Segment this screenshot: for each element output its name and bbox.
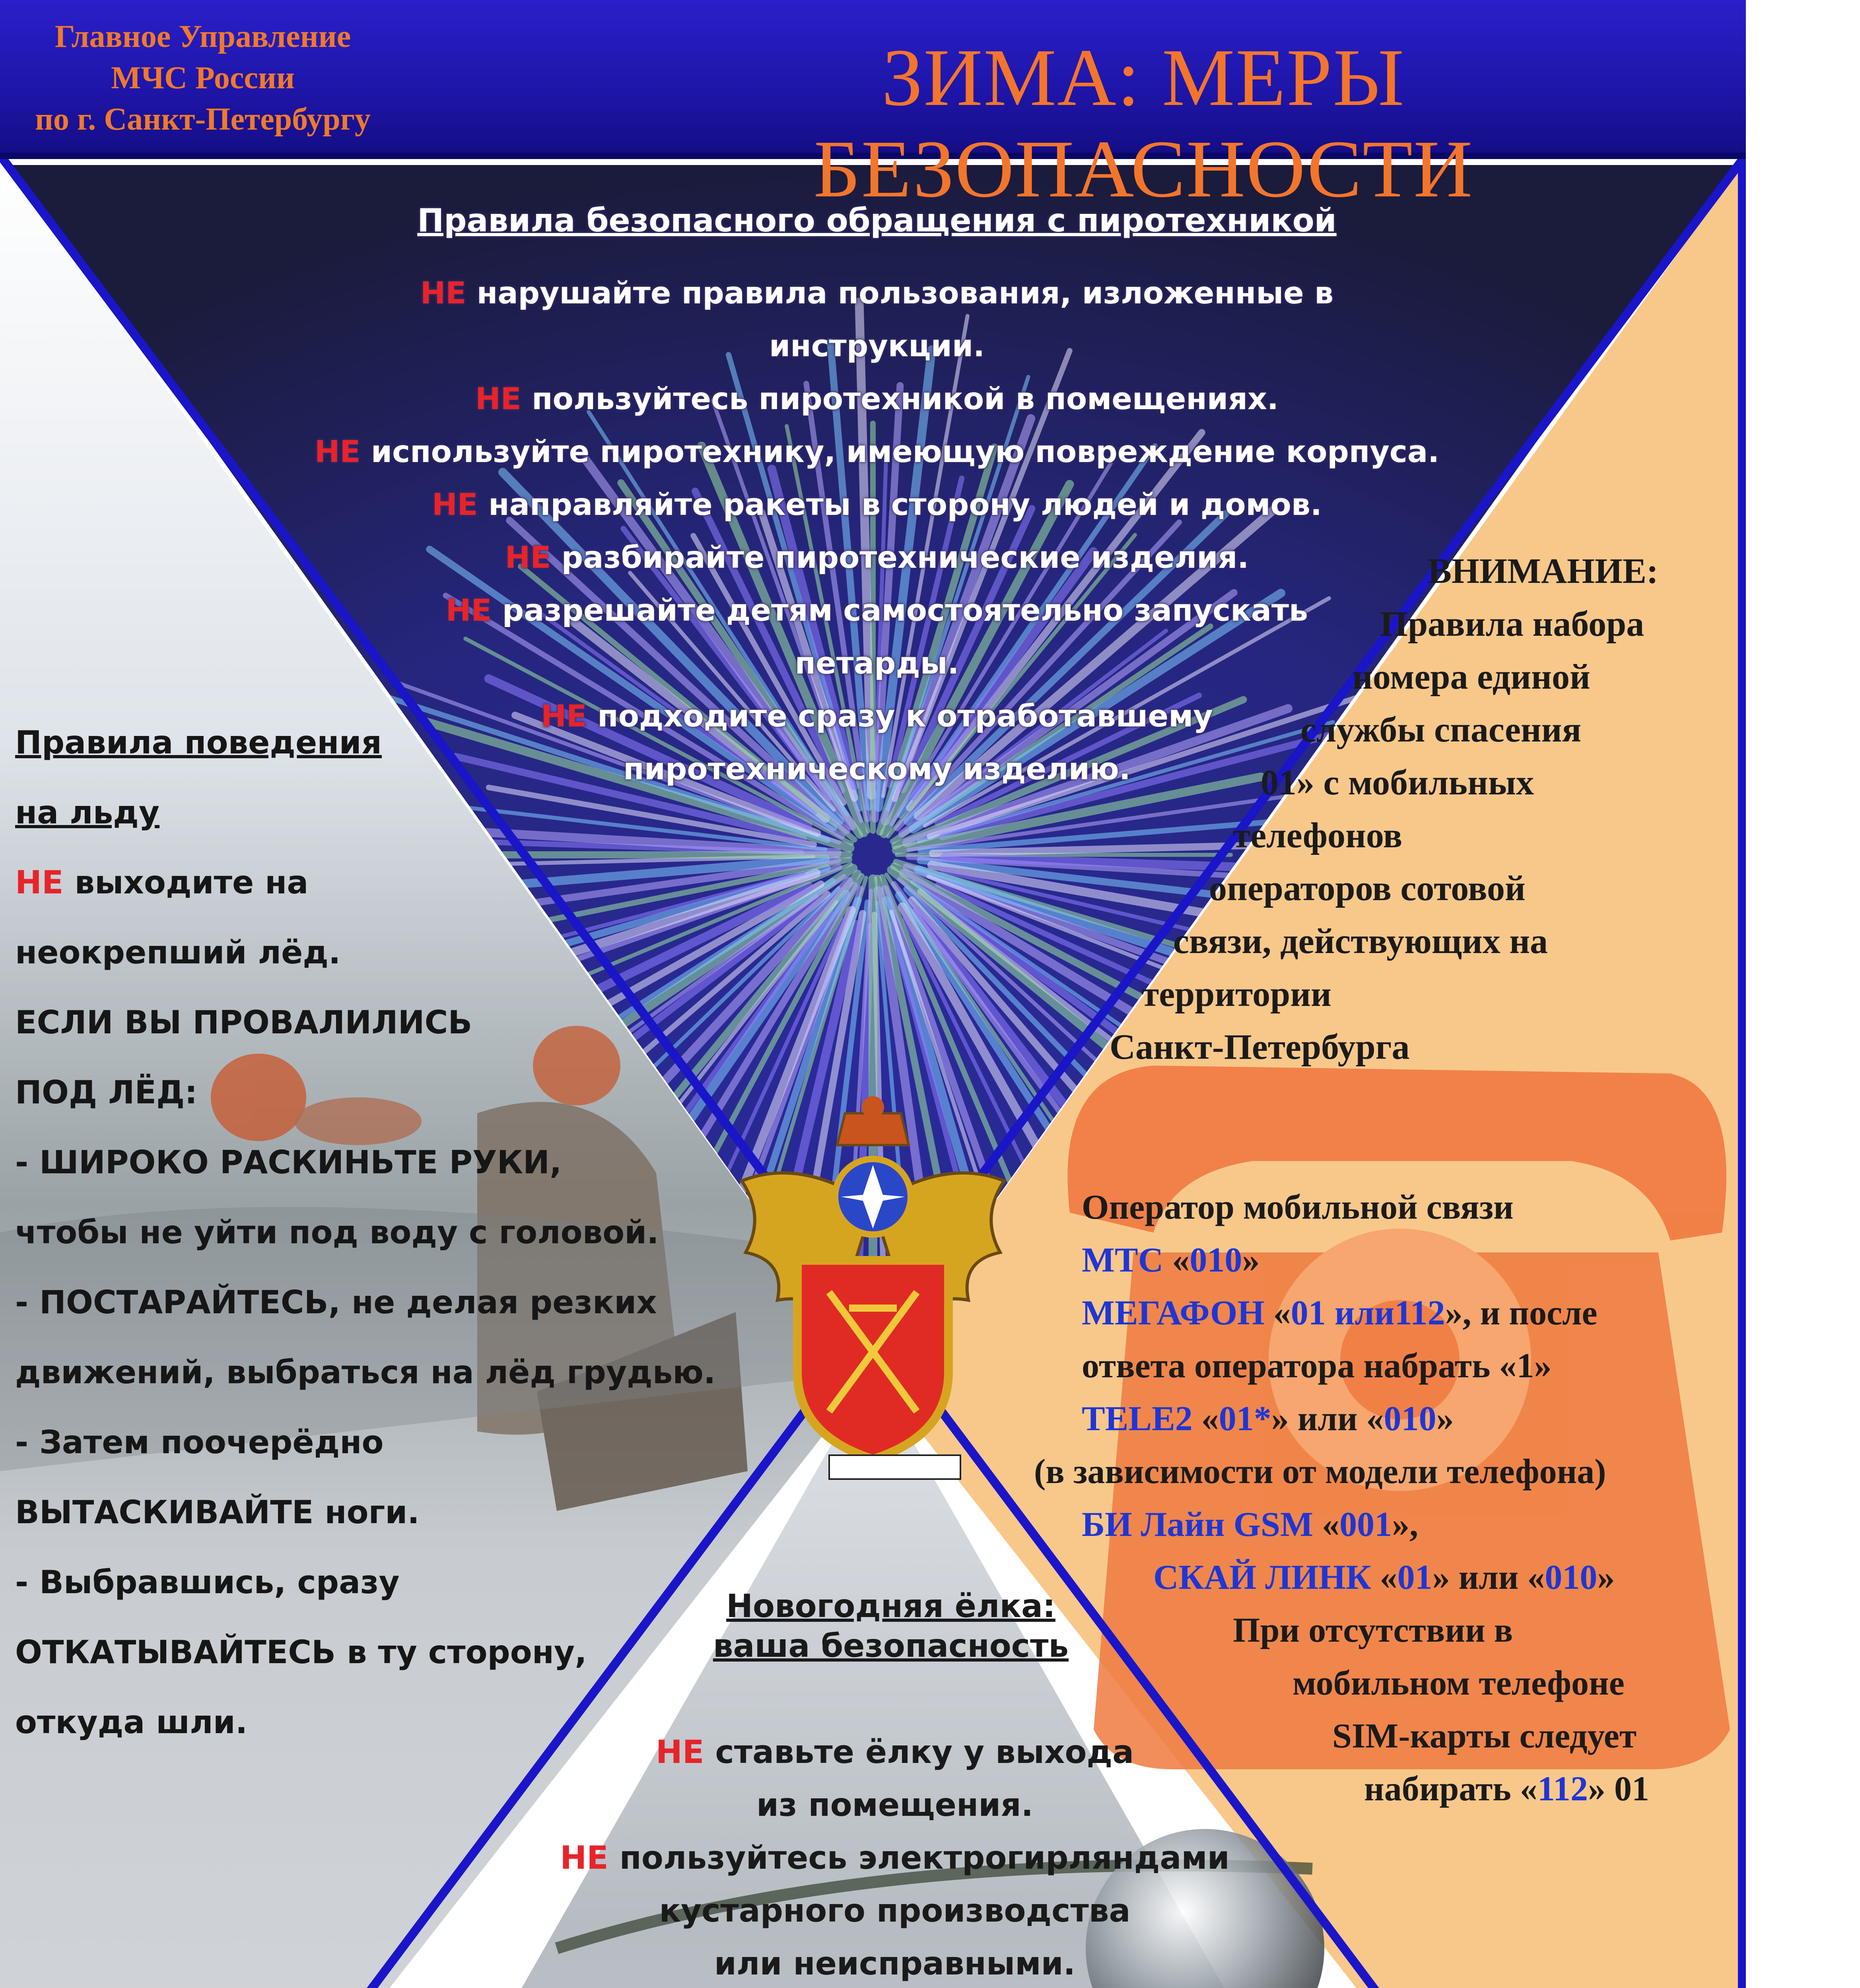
ne-label: НЕ [541,698,587,734]
org-line: МЧС России [111,60,295,95]
rule-text: используйте пиротехнику, имеющую повреждение корпуса. [360,434,1440,469]
rule-text: разбирайте пиротехнические изделия. [551,540,1249,575]
tree-rules-title: Новогодняя ёлка: ваша безопасность [713,1588,1069,1664]
nosim-line: SIM-карты следует [1332,1717,1637,1755]
rule-text: нарушайте правила пользования, изложенные в инструкции. [466,275,1334,363]
fireworks-rule [310,372,1444,425]
ice-rule: ОТКАТЫВАЙТЕСЬ в ту сторону, [15,1634,587,1671]
ne-label: НЕ [445,592,492,628]
header-banner [0,0,1746,214]
attention-line: связи, действующих на [1173,922,1548,961]
rule-text: пиротехническому изделию. [623,751,1131,786]
rule-text: пользуйтесь пиротехникой в помещениях. [521,381,1279,416]
attention-line: Правила набора [1380,604,1644,644]
poster-title: ЗИМА: МЕРЫ БЕЗОПАСНОСТИ [813,32,1473,214]
attention-line: телефонов [1233,816,1403,855]
ne-label: НЕ [314,434,361,469]
tree-rule: НЕ пользуйтесь электрогирляндами [560,1839,1230,1876]
tree-rule: кустарного производства [659,1892,1131,1929]
operator-megafon-note: ответа оператора набрать «1» [1082,1347,1552,1385]
operator-mts: МТС «010» [1082,1241,1260,1279]
ice-rules-section [15,708,771,1757]
rule-text: петарды. [795,645,959,681]
operator-tele2: TELE2 «01*» или «010» [1082,1400,1454,1438]
organization-name [12,16,394,140]
ice-rule [15,848,771,918]
attention-line: операторов сотовой [1209,869,1526,908]
ice-rule: движений, выбраться на лёд грудью. [15,1354,716,1391]
org-line: Главное Управление [54,19,351,54]
ice-rule: ВЫТАСКИВАЙТЕ ноги. [15,1494,420,1531]
ice-rule: - Выбравшись, сразу [15,1564,400,1601]
fireworks-rule [310,425,1444,478]
ne-label: НЕ [420,275,466,311]
fireworks-rule [310,266,1444,372]
ice-rule: неокрепший лёд. [15,934,341,971]
nosim-line: мобильном телефоне [1292,1664,1625,1703]
operator-beeline: БИ Лайн GSM «001», [1082,1505,1419,1544]
rule-text: разрешайте детям самостоятельно запускать [492,592,1308,628]
attention-line: Санкт-Петербурга [1110,1027,1410,1067]
ice-rule: - ШИРОКО РАСКИНЬТЕ РУКИ, [15,1144,562,1181]
tree-rules-section [358,1726,1432,1988]
tree-rule: или неисправными. [714,1945,1076,1982]
shield-icon [797,1260,948,1459]
ice-rule: чтобы не уйти под воду с головой. [15,1214,659,1251]
ne-label: НЕ [432,487,478,522]
nosim-dial-line: набирать «112» 01 [1364,1770,1649,1808]
attention-line: территории [1141,975,1331,1014]
ice-rule: - ПОСТАРАЙТЕСЬ, не делая резких [15,1284,657,1321]
emblem-ribbon [829,1455,960,1479]
operators-section [1034,1181,1746,1815]
org-line: по г. Санкт-Петербургу [35,102,371,137]
emercom-coat-of-arms-icon [730,1085,1016,1483]
rule-text: подходите сразу к отработавшему [587,698,1213,734]
rule-text: выходите на [63,864,309,901]
ice-rule: откуда шли. [15,1704,248,1741]
attention-line: 01» с мобильных [1261,763,1534,802]
attention-heading: ВНИМАНИЕ: [1428,551,1658,591]
fireworks-rules-title: Правила безопасного обращения с пиротехникой [417,202,1337,239]
operator-megafon: МЕГАФОН «01 или112», и после [1082,1294,1598,1332]
ice-rules-title: на льду [15,794,160,831]
ne-label: НЕ [475,381,521,416]
ice-rule: ПОД ЛЁД: [15,1074,198,1111]
attention-line: службы спасения [1300,710,1582,749]
ice-rules-title: Правила поведения [15,724,382,761]
phone-model-note: (в зависимости от модели телефона) [1034,1452,1606,1491]
attention-line: номера единой [1352,657,1590,697]
ne-label: НЕ [15,864,64,901]
ice-rule: ЕСЛИ ВЫ ПРОВАЛИЛИСЬ [15,1004,472,1041]
tree-rule: из помещения. [756,1786,1034,1823]
rule-text: направляйте ракеты в сторону людей и домов. [478,487,1322,522]
ne-label: НЕ [505,540,551,575]
operators-heading: Оператор мобильной связи [1082,1188,1514,1227]
nosim-line: При отсутствии в [1233,1611,1513,1650]
operator-skylink: СКАЙ ЛИНК «01» или «010» [1153,1558,1615,1597]
attention-section [1110,545,1746,1074]
fireworks-rule [310,478,1444,531]
ice-rule: - Затем поочерёдно [15,1424,384,1461]
tree-rule: НЕ ставьте ёлку у выхода [655,1734,1134,1771]
